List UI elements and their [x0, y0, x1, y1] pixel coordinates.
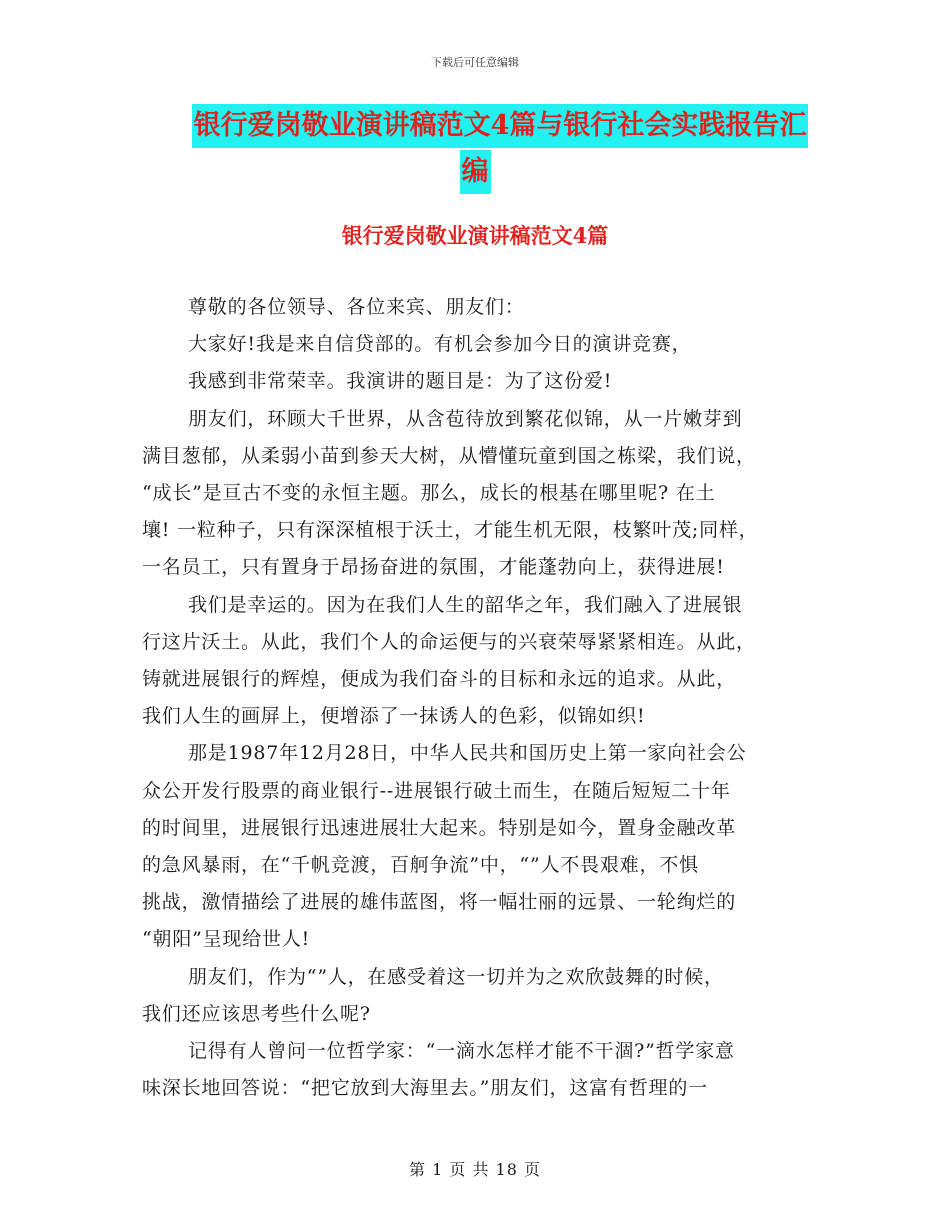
body-line: 尊敬的各位领导、各位来宾、朋友们： [188, 296, 525, 318]
body-line: 那是1987年12月28日，中华人民共和国历史上第一家向社会公 [188, 742, 747, 765]
document-title-line-2: 编 [460, 150, 491, 194]
body-line: 的急风暴雨，在“千帆竞渡，百舸争流”中，“”人不畏艰难，不惧 [142, 854, 699, 877]
page-footer: 第 1 页 共 18 页 [409, 1160, 541, 1179]
body-line: 我们是幸运的。因为在我们人生的韶华之年，我们融入了进展银 [188, 593, 743, 616]
body-line: 壤! 一粒种子，只有深深植根于沃土，才能生机无限，枝繁叶茂;同样， [142, 519, 759, 542]
body-text [142, 289, 822, 1107]
body-line: 我感到非常荣幸。我演讲的题目是：为了这份爱! [188, 370, 613, 393]
body-line: 铸就进展银行的辉煌，便成为我们奋斗的目标和永远的追求。从此， [142, 668, 737, 691]
body-line: 朋友们，环顾大千世界，从含苞待放到繁花似锦，从一片嫩芽到 [188, 407, 743, 430]
document-title [0, 104, 950, 196]
body-line: “朝阳”呈现给世人! [142, 928, 311, 951]
document-title-line-1: 银行爱岗敬业演讲稿范文4篇与银行社会实践报告汇 [192, 104, 809, 148]
body-line: 记得有人曾问一位哲学家：“一滴水怎样才能不干涸?”哲学家意 [188, 1040, 735, 1063]
section-title: 银行爱岗敬业演讲稿范文4篇 [341, 223, 609, 248]
body-line: 满目葱郁，从柔弱小苗到参天大树，从懵懂玩童到国之栋梁，我们说， [142, 444, 756, 467]
body-line: 朋友们，作为“”人，在感受着这一切并为之欢欣鼓舞的时候， [188, 965, 724, 988]
body-line: 一名员工，只有置身于昂扬奋进的氛围，才能蓬勃向上，获得进展! [142, 556, 725, 579]
body-line: 众公开发行股票的商业银行--进展银行破土而生，在随后短短二十年 [142, 779, 731, 802]
body-line: 我们人生的画屏上，便增添了一抹诱人的色彩，似锦如织! [142, 705, 646, 728]
body-line: 我们还应该思考些什么呢? [142, 1002, 371, 1025]
header-note: 下载后可任意编辑 [431, 56, 519, 69]
body-line: 的时间里，进展银行迅速进展壮大起来。特别是如今，置身金融改革 [142, 816, 737, 839]
body-line: “成长”是亘古不变的永恒主题。那么，成长的根基在哪里呢? 在土 [142, 482, 716, 505]
body-line: 味深长地回答说：“把它放到大海里去。”朋友们，这富有哲理的一 [142, 1077, 708, 1100]
body-line: 大家好!我是来自信贷部的。有机会参加今日的演讲竞赛， [188, 333, 692, 356]
body-line: 挑战，激情描绘了进展的雄伟蓝图，将一幅壮丽的远景、一轮绚烂的 [142, 891, 737, 914]
body-line: 行这片沃土。从此，我们个人的命运便与的兴衰荣辱紧紧相连。从此， [142, 630, 756, 653]
